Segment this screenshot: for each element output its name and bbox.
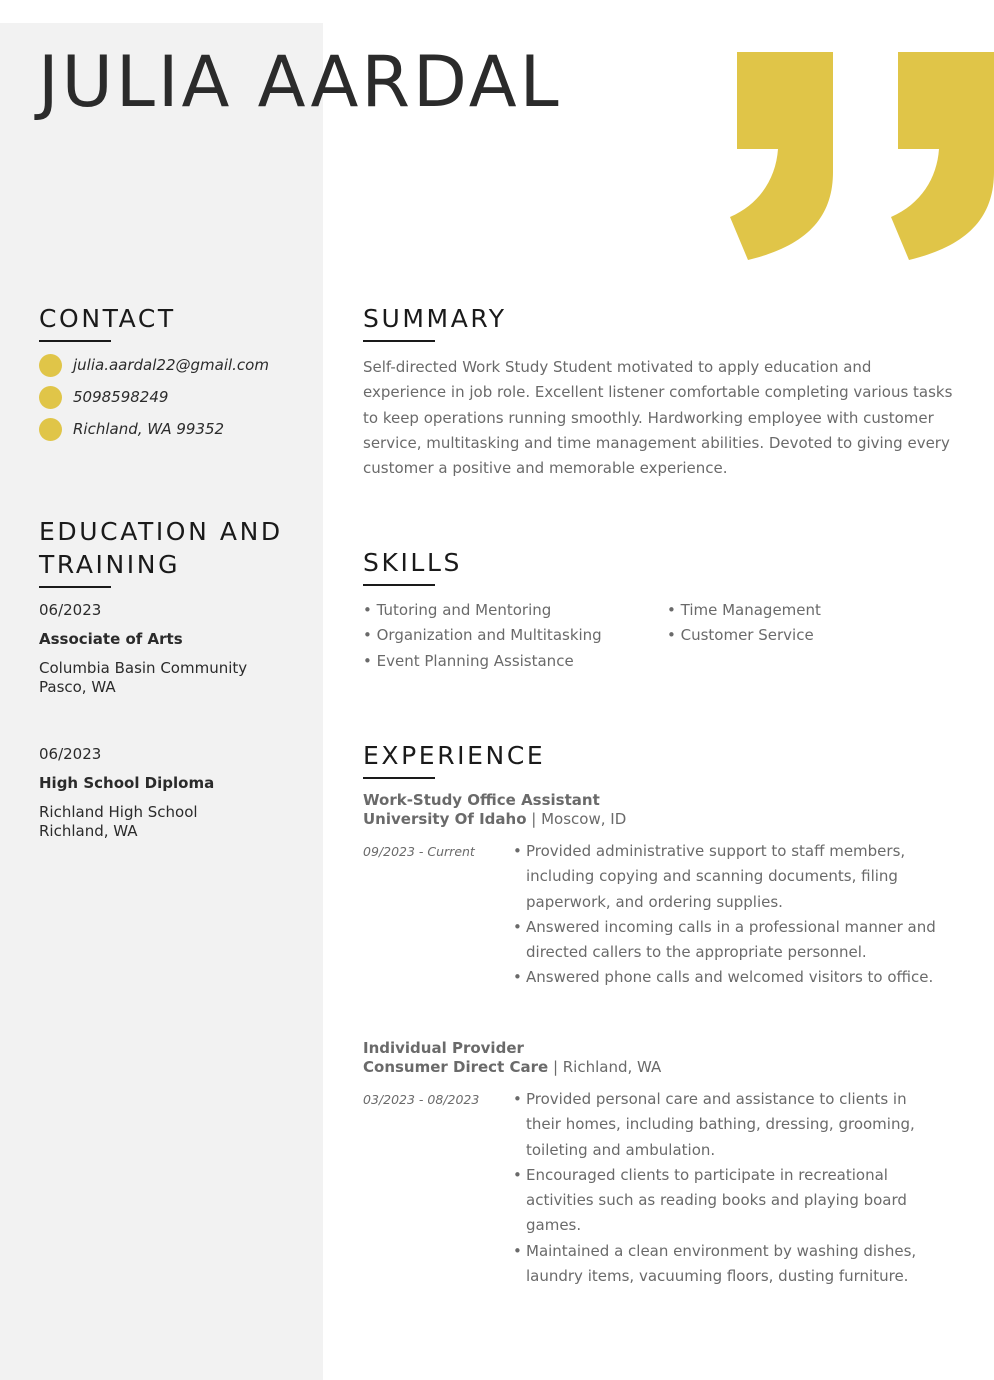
- job-bullet: • Provided administrative support to staff members, including copying and scanning documents, filing paperwork, and ordering supplies.: [513, 839, 945, 915]
- contact-address-row: [39, 417, 224, 441]
- bullet-dot-icon: [39, 418, 62, 441]
- job-bullet: • Answered phone calls and welcomed visitors to office.: [513, 965, 945, 990]
- job-employer-line: [363, 810, 626, 828]
- bullet-dot-icon: [39, 354, 62, 377]
- contact-heading: CONTACT: [39, 304, 176, 333]
- summary-heading: SUMMARY: [363, 304, 507, 333]
- contact-address: Richland, WA 99352: [73, 420, 225, 438]
- education-school: Richland High School: [39, 803, 198, 821]
- skill-item: • Event Planning Assistance: [363, 652, 574, 670]
- skill-item: • Time Management: [667, 601, 821, 619]
- job-dates: 03/2023 - 08/2023: [363, 1092, 480, 1107]
- candidate-name: JULIA AARDAL: [38, 41, 562, 123]
- experience-heading: EXPERIENCE: [363, 741, 546, 770]
- contact-email[interactable]: julia.aardal22@gmail.com: [73, 356, 269, 374]
- contact-heading-underline: [39, 340, 111, 342]
- job-employer: Consumer Direct Care: [363, 1058, 549, 1076]
- contact-phone-row: [39, 385, 168, 409]
- job-title: Work-Study Office Assistant: [363, 791, 600, 809]
- skill-item: • Customer Service: [667, 626, 814, 644]
- bullet-dot-icon: [39, 386, 62, 409]
- education-degree: Associate of Arts: [39, 630, 183, 648]
- sidebar-panel: [0, 23, 323, 1380]
- education-location: Richland, WA: [39, 822, 138, 840]
- job-bullet: • Maintained a clean environment by washing dishes, laundry items, vacuuming floors, dusting furniture.: [513, 1239, 945, 1290]
- education-school: Columbia Basin Community: [39, 659, 248, 677]
- skills-heading: SKILLS: [363, 548, 462, 577]
- summary-heading-underline: [363, 340, 435, 342]
- job-employer: University Of Idaho: [363, 810, 527, 828]
- experience-heading-underline: [363, 777, 435, 779]
- skill-item: • Tutoring and Mentoring: [363, 601, 552, 619]
- education-heading-underline: [39, 586, 111, 588]
- education-heading-line1: EDUCATION AND: [39, 517, 283, 546]
- education-location: Pasco, WA: [39, 678, 116, 696]
- education-degree: High School Diploma: [39, 774, 215, 792]
- job-bullet: • Encouraged clients to participate in recreational activities such as reading books and playing board games.: [513, 1163, 945, 1239]
- contact-phone[interactable]: 5098598249: [73, 388, 169, 406]
- education-date: 06/2023: [39, 745, 102, 763]
- quote-mark-icon: [728, 50, 994, 262]
- summary-text: Self-directed Work Study Student motivated to apply education and experience in job role. Excellent listener comfortable completing various tasks to keep operations running smoothly. Hardworking employee with customer service, multitasking and time management abilities. Devoted to giving every customer a positive and memorable experience.: [363, 358, 953, 478]
- job-bullet: • Answered incoming calls in a professional manner and directed callers to the appropriate personnel.: [513, 915, 945, 966]
- job-location: | Moscow, ID: [526, 810, 627, 828]
- job-employer-line: [363, 1058, 661, 1076]
- job-title: Individual Provider: [363, 1039, 524, 1057]
- job-bullet: • Provided personal care and assistance to clients in their homes, including bathing, dressing, grooming, toileting and ambulation.: [513, 1087, 945, 1163]
- job-bullet-list: [513, 1087, 945, 1289]
- contact-email-row: [39, 353, 269, 377]
- job-location: | Richland, WA: [548, 1058, 662, 1076]
- education-heading-line2: TRAINING: [39, 550, 181, 579]
- skills-heading-underline: [363, 584, 435, 586]
- job-bullet-list: [513, 839, 945, 991]
- skill-item: • Organization and Multitasking: [363, 626, 602, 644]
- education-date: 06/2023: [39, 601, 102, 619]
- job-dates: 09/2023 - Current: [363, 844, 475, 859]
